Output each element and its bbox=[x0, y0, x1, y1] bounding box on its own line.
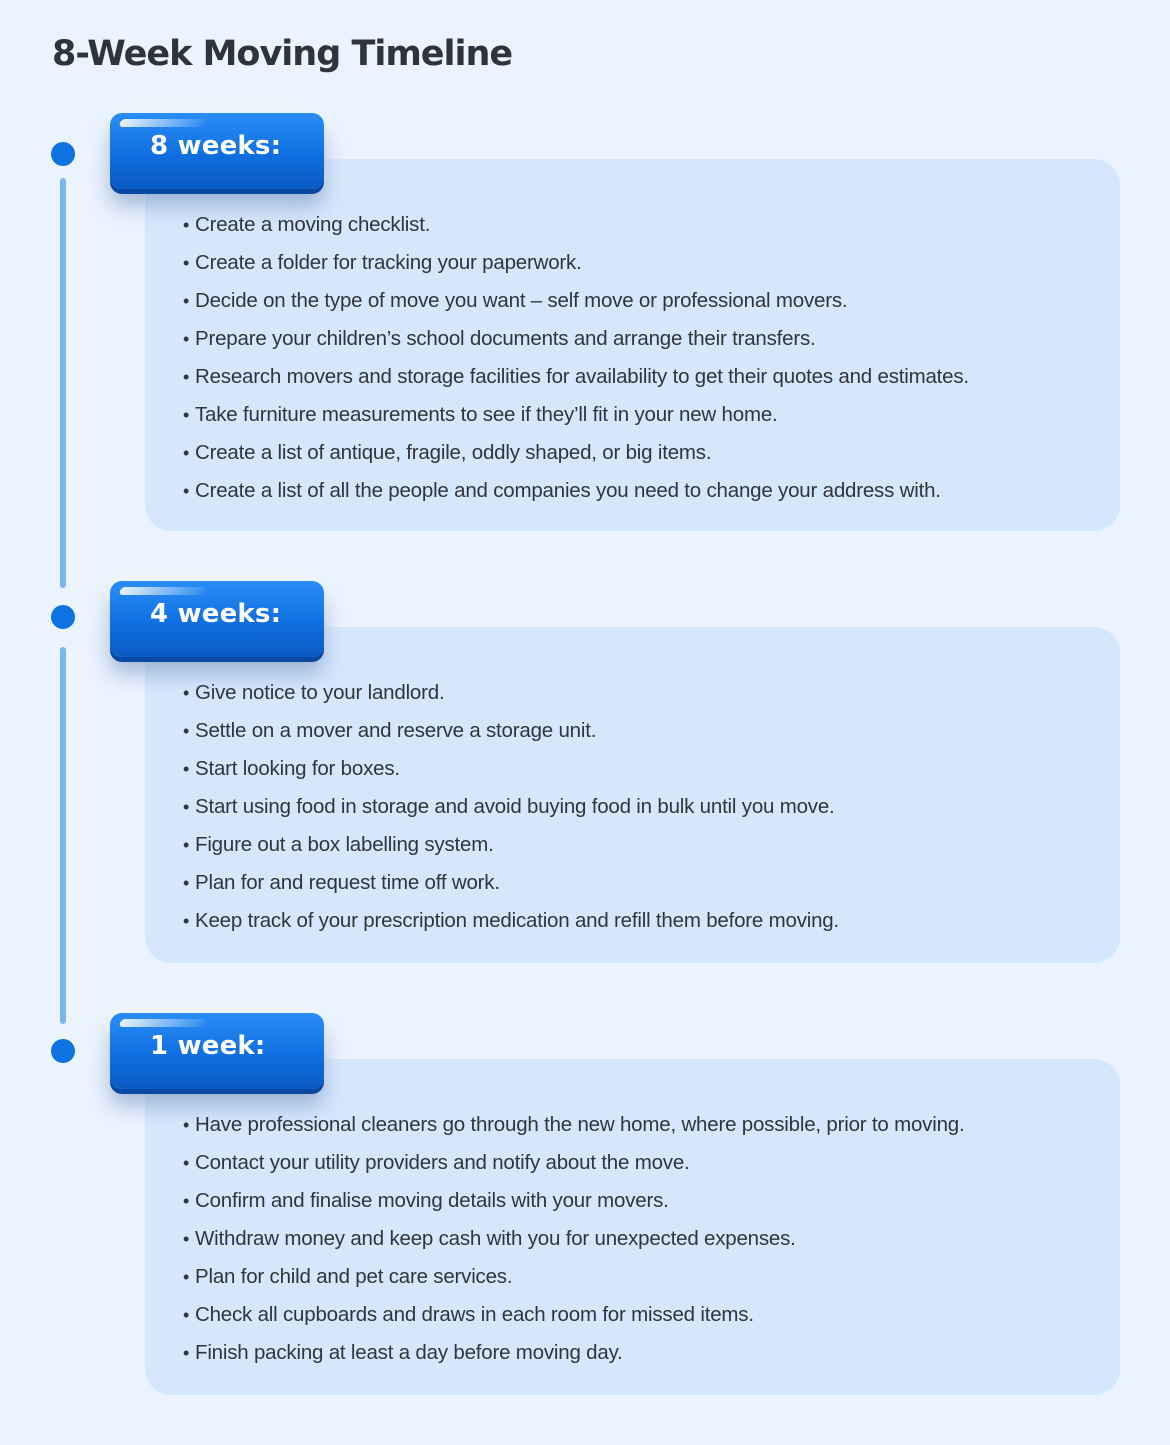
bullet-icon: • bbox=[183, 1343, 190, 1363]
task-item bbox=[183, 793, 1100, 831]
task-text: Research movers and storage facilities for availability to get their quotes and estimates. bbox=[195, 365, 969, 388]
bullet-icon: • bbox=[183, 1305, 190, 1325]
section-card-8-weeks bbox=[145, 159, 1120, 531]
bullet-icon: • bbox=[183, 911, 190, 931]
task-item bbox=[183, 755, 1100, 793]
task-item bbox=[183, 831, 1100, 869]
task-text: Take furniture measurements to see if they’ll fit in your new home. bbox=[195, 403, 778, 426]
bullet-icon: • bbox=[183, 443, 190, 463]
task-text: Create a moving checklist. bbox=[195, 213, 431, 236]
task-item bbox=[183, 287, 1100, 325]
task-item bbox=[183, 679, 1100, 717]
task-list bbox=[183, 211, 1100, 515]
task-item bbox=[183, 325, 1100, 363]
task-text: Contact your utility providers and notify about the move. bbox=[195, 1151, 690, 1174]
task-item bbox=[183, 869, 1100, 907]
task-item bbox=[183, 1301, 1100, 1339]
task-text: Settle on a mover and reserve a storage unit. bbox=[195, 719, 597, 742]
task-text: Figure out a box labelling system. bbox=[195, 833, 494, 856]
badge-shine bbox=[119, 119, 207, 127]
task-item bbox=[183, 1263, 1100, 1301]
task-text: Keep track of your prescription medication and refill them before moving. bbox=[195, 909, 840, 932]
task-text: Prepare your children’s school documents and arrange their transfers. bbox=[195, 327, 816, 350]
task-text: Withdraw money and keep cash with you for unexpected expenses. bbox=[195, 1227, 796, 1250]
bullet-icon: • bbox=[183, 873, 190, 893]
timeline-dot-8-weeks bbox=[51, 142, 75, 166]
week-badge-label: 4 weeks: bbox=[150, 599, 282, 629]
bullet-icon: • bbox=[183, 797, 190, 817]
timeline-line-1 bbox=[60, 178, 66, 588]
week-badge-label: 1 week: bbox=[150, 1031, 266, 1061]
timeline-dot-4-weeks bbox=[51, 605, 75, 629]
task-text: Create a list of antique, fragile, oddly shaped, or big items. bbox=[195, 441, 712, 464]
task-text: Confirm and finalise moving details with your movers. bbox=[195, 1189, 669, 1212]
task-item bbox=[183, 907, 1100, 945]
bullet-icon: • bbox=[183, 759, 190, 779]
week-badge-8-weeks bbox=[110, 113, 324, 189]
task-text: Plan for child and pet care services. bbox=[195, 1265, 513, 1288]
task-text: Have professional cleaners go through the new home, where possible, prior to moving. bbox=[195, 1113, 965, 1136]
task-text: Create a folder for tracking your paperwork. bbox=[195, 251, 582, 274]
bullet-icon: • bbox=[183, 1267, 190, 1287]
task-item bbox=[183, 1111, 1100, 1149]
bullet-icon: • bbox=[183, 1229, 190, 1249]
week-badge-label: 8 weeks: bbox=[150, 131, 282, 161]
task-item bbox=[183, 401, 1100, 439]
task-item bbox=[183, 439, 1100, 477]
task-text: Finish packing at least a day before moving day. bbox=[195, 1341, 623, 1364]
task-text: Start looking for boxes. bbox=[195, 757, 400, 780]
task-text: Create a list of all the people and companies you need to change your address with. bbox=[195, 479, 941, 502]
bullet-icon: • bbox=[183, 291, 190, 311]
bullet-icon: • bbox=[183, 835, 190, 855]
section-card-4-weeks bbox=[145, 627, 1120, 963]
section-card-1-week bbox=[145, 1059, 1120, 1395]
badge-shine bbox=[119, 587, 207, 595]
task-item bbox=[183, 363, 1100, 401]
bullet-icon: • bbox=[183, 367, 190, 387]
task-text: Plan for and request time off work. bbox=[195, 871, 500, 894]
task-text: Start using food in storage and avoid buying food in bulk until you move. bbox=[195, 795, 835, 818]
task-list bbox=[183, 1111, 1100, 1377]
page-title: 8-Week Moving Timeline bbox=[52, 34, 513, 74]
bullet-icon: • bbox=[183, 215, 190, 235]
bullet-icon: • bbox=[183, 329, 190, 349]
bullet-icon: • bbox=[183, 1153, 190, 1173]
task-item bbox=[183, 1225, 1100, 1263]
task-item bbox=[183, 1149, 1100, 1187]
bullet-icon: • bbox=[183, 1191, 190, 1211]
task-text: Decide on the type of move you want – self move or professional movers. bbox=[195, 289, 848, 312]
bullet-icon: • bbox=[183, 1115, 190, 1135]
week-badge-1-week bbox=[110, 1013, 324, 1089]
task-text: Check all cupboards and draws in each room for missed items. bbox=[195, 1303, 754, 1326]
task-item bbox=[183, 249, 1100, 287]
task-item bbox=[183, 717, 1100, 755]
bullet-icon: • bbox=[183, 405, 190, 425]
bullet-icon: • bbox=[183, 721, 190, 741]
task-item bbox=[183, 477, 1100, 515]
bullet-icon: • bbox=[183, 253, 190, 273]
timeline-dot-1-week bbox=[51, 1039, 75, 1063]
task-item bbox=[183, 1187, 1100, 1225]
task-item bbox=[183, 211, 1100, 249]
bullet-icon: • bbox=[183, 683, 190, 703]
week-badge-4-weeks bbox=[110, 581, 324, 657]
bullet-icon: • bbox=[183, 481, 190, 501]
task-text: Give notice to your landlord. bbox=[195, 681, 445, 704]
badge-shine bbox=[119, 1019, 207, 1027]
task-item bbox=[183, 1339, 1100, 1377]
task-list bbox=[183, 679, 1100, 945]
timeline-line-2 bbox=[60, 647, 66, 1024]
